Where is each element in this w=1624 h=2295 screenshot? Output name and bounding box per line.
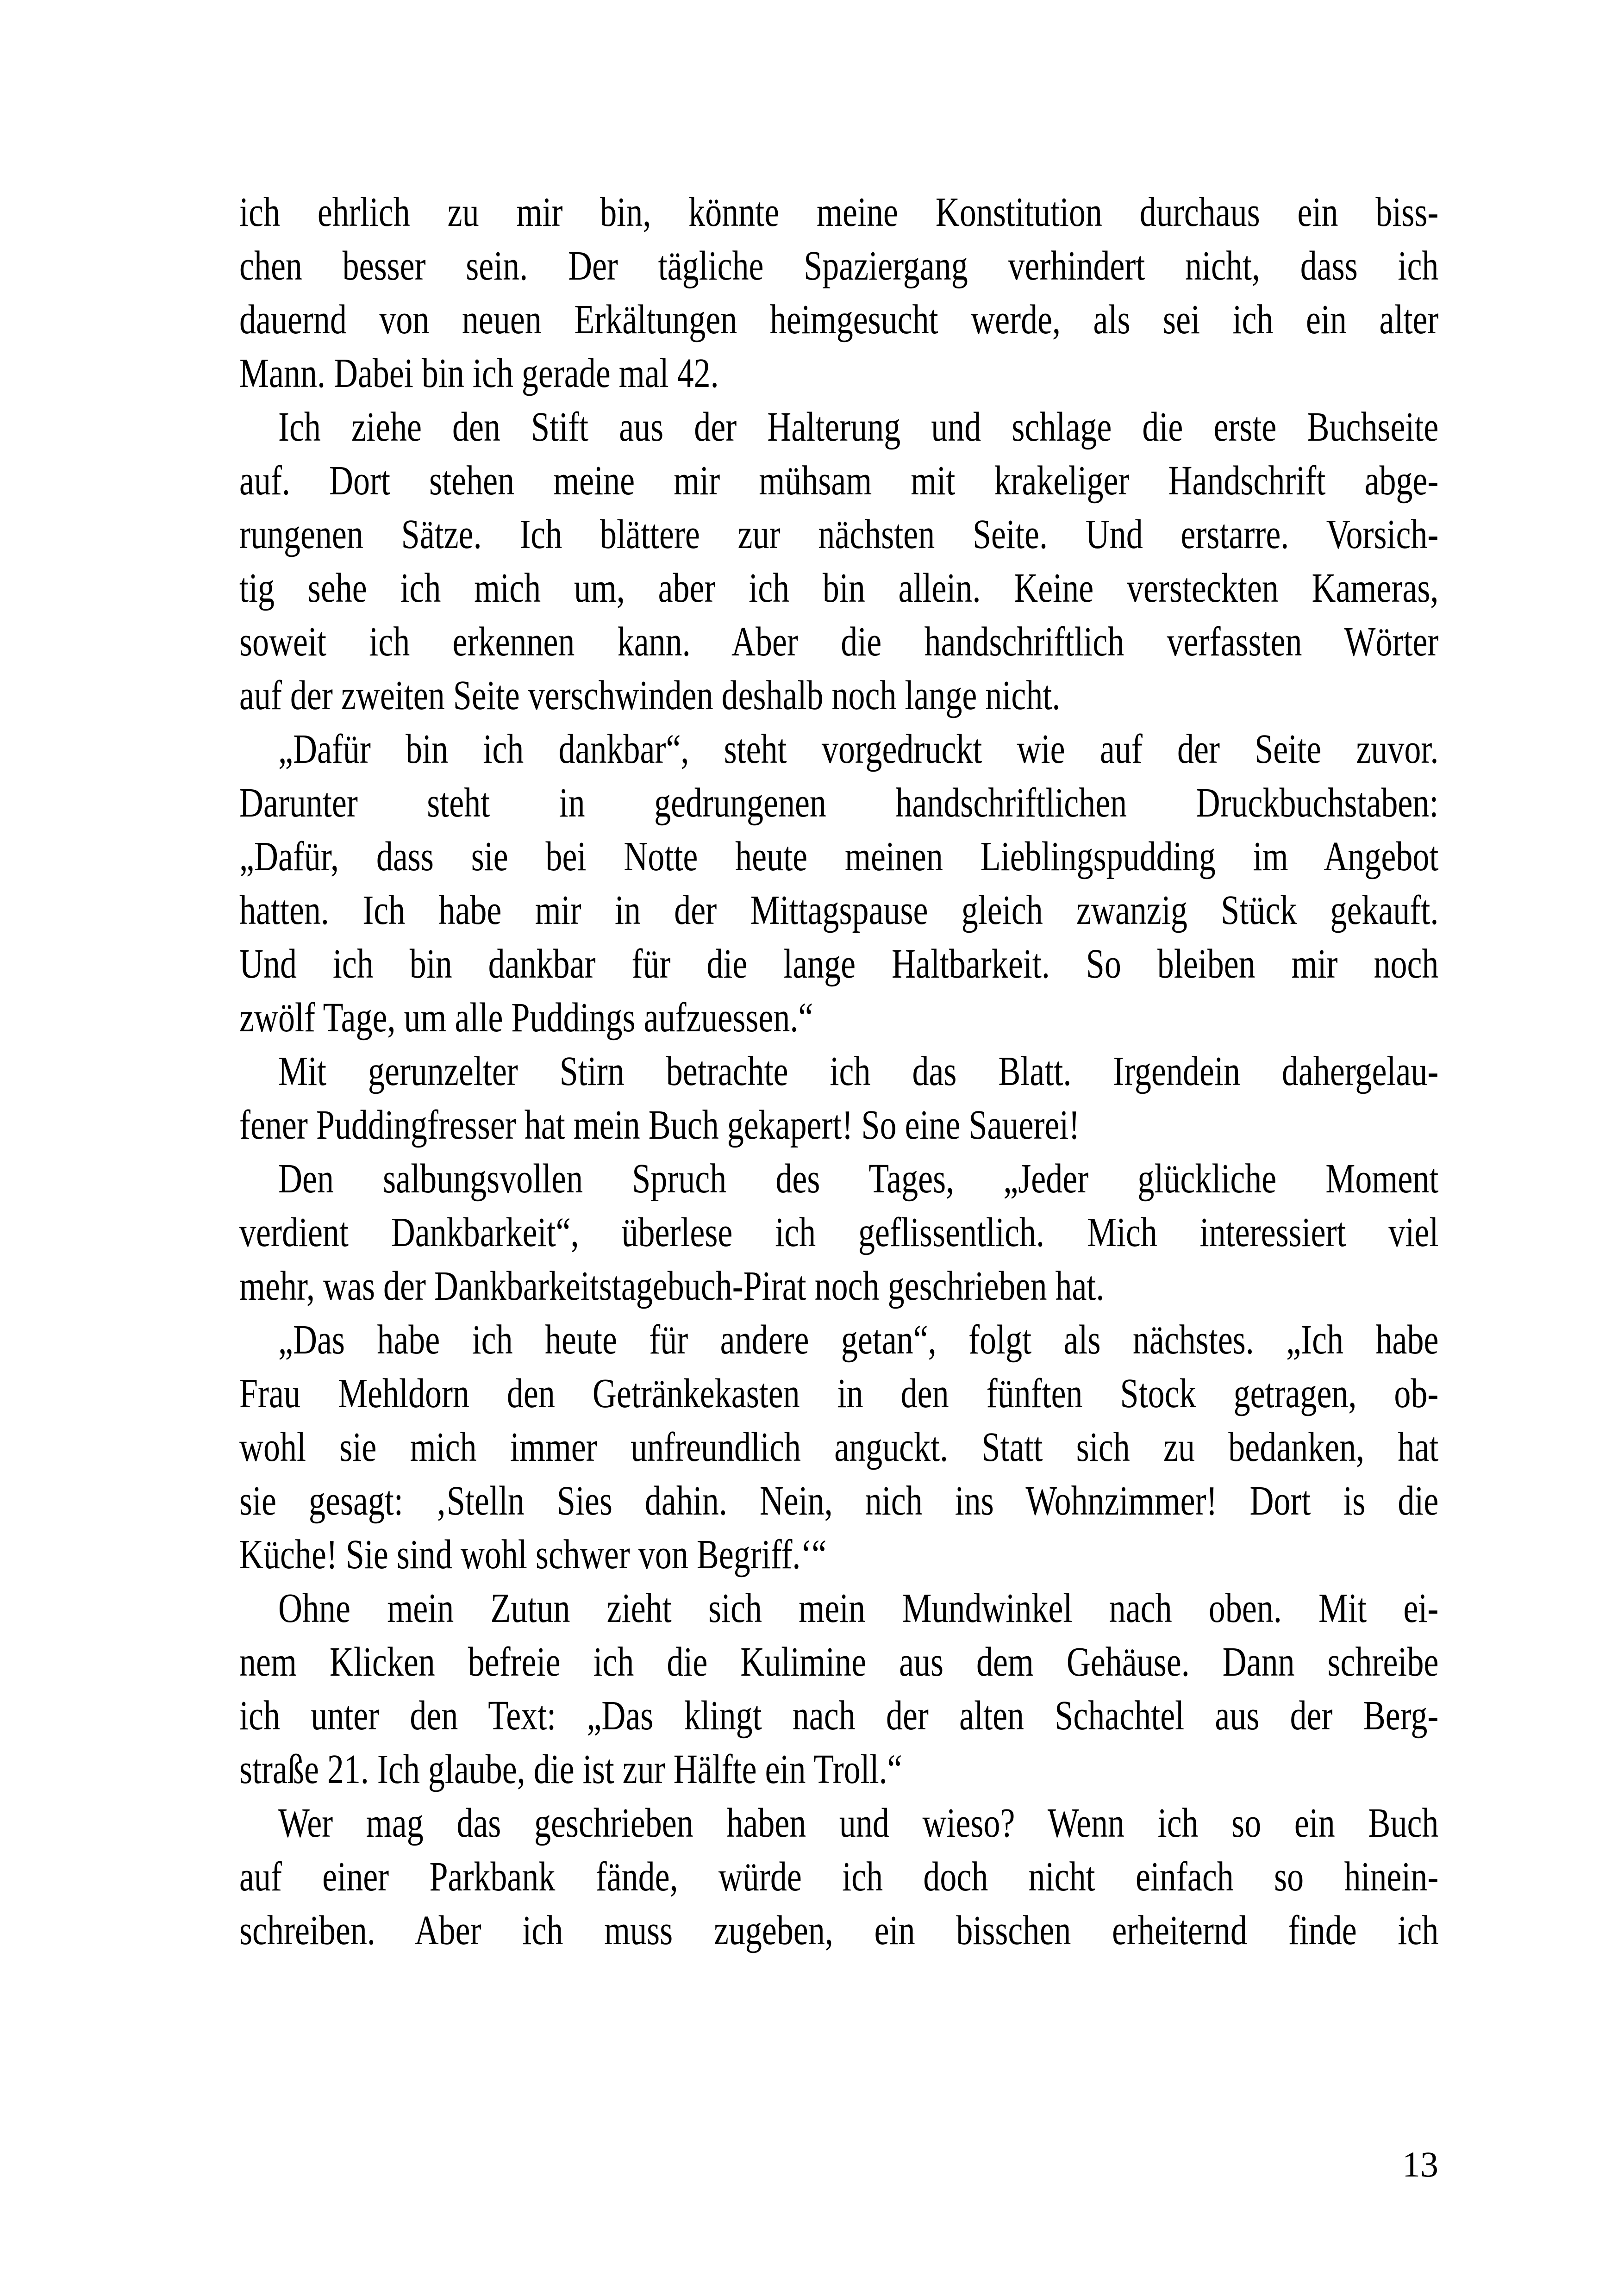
text-line: straße 21. Ich glaube, die ist zur Hälfte ein Troll.“ [239,1746,902,1792]
text-line: dauernd von neuen Erkältungen heimgesucht werde, als sei ich ein alter [239,297,1439,343]
text-line: rungenen Sätze. Ich blättere zur nächsten Seite. Und erstarre. Vorsich- [239,511,1439,557]
text-line: wohl sie mich immer unfreundlich anguckt. Statt sich zu bedanken, hat [239,1424,1439,1470]
text-line: auf. Dort stehen meine mir mühsam mit krakeliger Handschrift abge- [239,458,1439,504]
text-line: auf der zweiten Seite verschwinden deshalb noch lange nicht. [239,673,1061,718]
text-line: ich ehrlich zu mir bin, könnte meine Konstitution durchaus ein biss- [239,189,1439,235]
text-line: mehr, was der Dankbarkeitstagebuch-Pirat noch geschrieben hat. [239,1263,1105,1309]
text-line: Den salbungsvollen Spruch des Tages, „Jeder glückliche Moment [278,1156,1439,1202]
text-line: verdient Dankbarkeit“, überlese ich geflissentlich. Mich interessiert viel [239,1210,1439,1255]
page-number: 13 [1402,2144,1438,2184]
text-line: soweit ich erkennen kann. Aber die handschriftlich verfassten Wörter [239,619,1439,665]
text-line: zwölf Tage, um alle Puddings aufzuessen.“ [239,995,813,1041]
text-line: Ohne mein Zutun zieht sich mein Mundwinkel nach oben. Mit ei- [278,1585,1439,1631]
text-line: Mit gerunzelter Stirn betrachte ich das Blatt. Irgendein dahergelau- [278,1048,1439,1094]
text-line: sie gesagt: ‚Stelln Sies dahin. Nein, nich ins Wohnzimmer! Dort is die [239,1478,1439,1524]
text-line: chen besser sein. Der tägliche Spaziergang verhindert nicht, dass ich [239,243,1439,289]
text-line: „Das habe ich heute für andere getan“, folgt als nächstes. „Ich habe [278,1317,1439,1363]
text-line: Darunter steht in gedrungenen handschriftlichen Druckbuchstaben: [239,780,1439,826]
text-line: Frau Mehldorn den Getränkekasten in den fünften Stock getragen, ob- [239,1371,1439,1416]
body-text [239,186,1438,1958]
text-line: Mann. Dabei bin ich gerade mal 42. [239,350,719,396]
text-line: Ich ziehe den Stift aus der Halterung und schlage die erste Buchseite [278,404,1439,450]
text-line: fener Puddingfresser hat mein Buch gekapert! So eine Sauerei! [239,1102,1080,1148]
text-line: ich unter den Text: „Das klingt nach der alten Schachtel aus der Berg- [239,1693,1439,1739]
text-line: „Dafür, dass sie bei Notte heute meinen Lieblingspudding im Angebot [239,834,1439,879]
text-line: tig sehe ich mich um, aber ich bin allein. Keine versteckten Kameras, [239,565,1439,611]
text-line: hatten. Ich habe mir in der Mittagspause gleich zwanzig Stück gekauft. [239,887,1439,933]
text-line: Wer mag das geschrieben haben und wieso? Wenn ich so ein Buch [278,1800,1439,1846]
text-line: nem Klicken befreie ich die Kulimine aus dem Gehäuse. Dann schreibe [239,1639,1439,1685]
text-line: „Dafür bin ich dankbar“, steht vorgedruckt wie auf der Seite zuvor. [278,726,1439,772]
text-line: schreiben. Aber ich muss zugeben, ein bisschen erheiternd finde ich [239,1908,1439,1953]
text-line: Küche! Sie sind wohl schwer von Begriff.‘“ [239,1532,827,1578]
text-line: auf einer Parkbank fände, würde ich doch nicht einfach so hinein- [239,1854,1439,1900]
text-line: Und ich bin dankbar für die lange Haltbarkeit. So bleiben mir noch [239,941,1439,987]
